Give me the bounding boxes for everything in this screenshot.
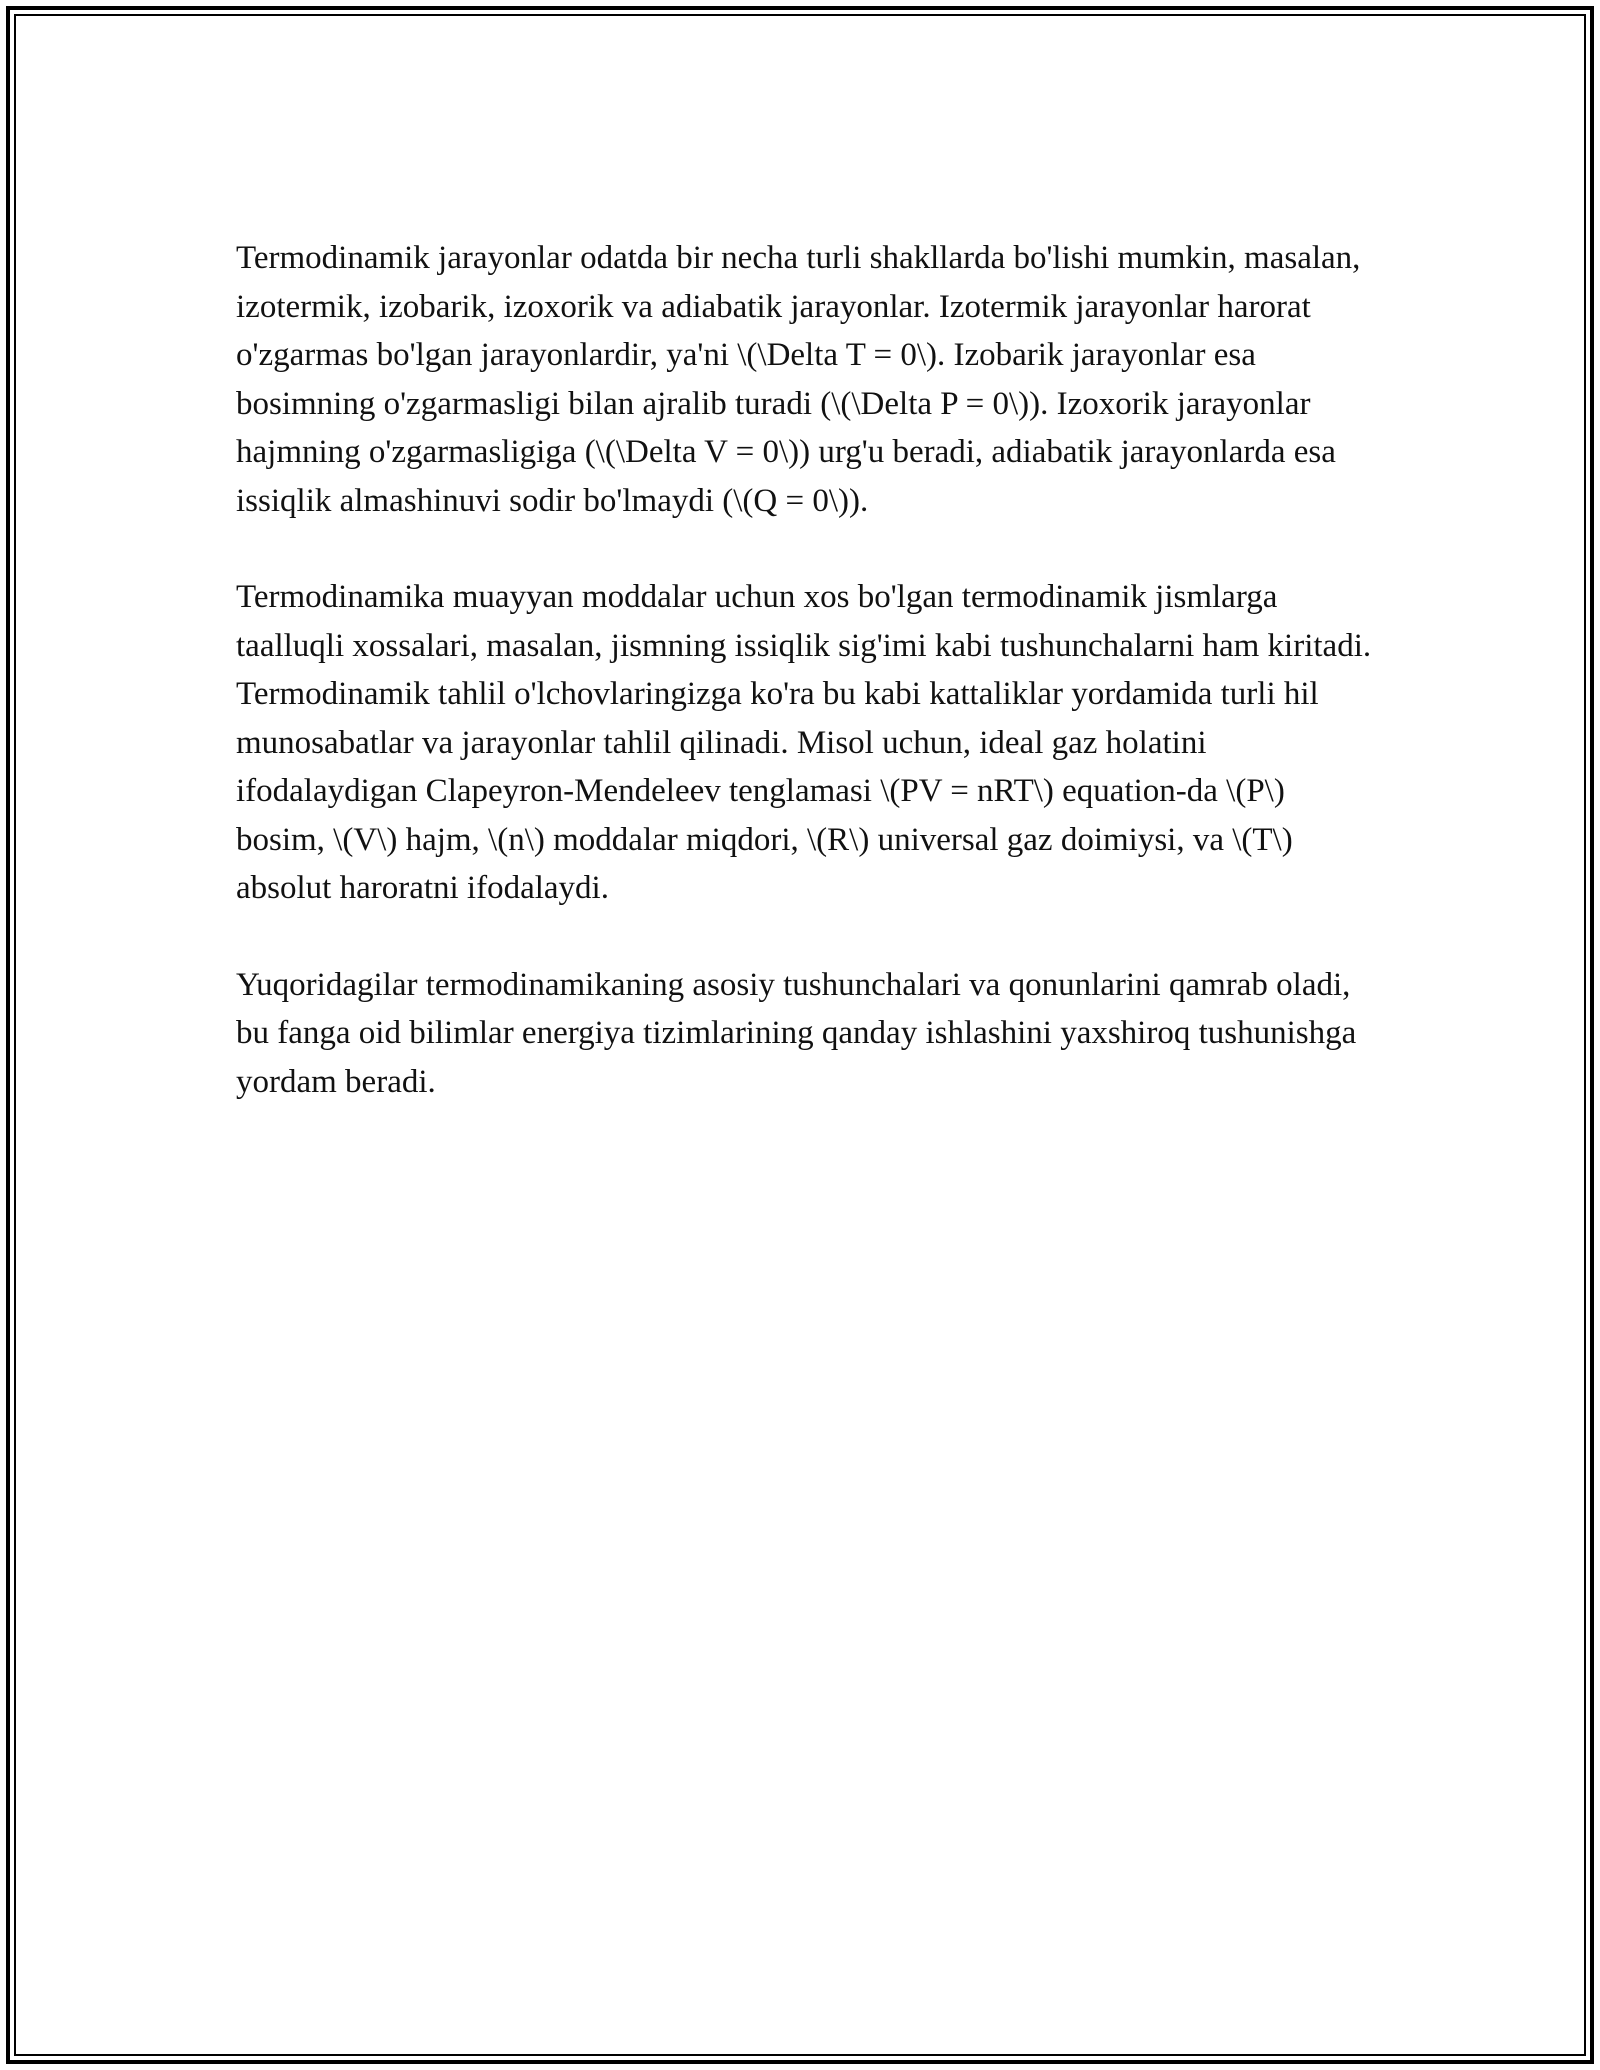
paragraph-thermodynamic-properties: Termodinamika muayyan moddalar uchun xos bo'lgan termodinamik jismlarga taalluqli xossalari, masalan, jismning issiqlik sig'imi kabi tushunchalarni ham kiritadi. Termodinamik tahlil o'lchovlaringizga ko'ra bu kabi kattaliklar yordamida turli hil munosabatlar va jarayonlar tahlil qilinadi. Misol uchun, ideal gaz holatini ifodalaydigan Clapeyron-Mendeleev tenglamasi \(PV = nRT\) equation-da \(P\) bosim, \(V\) hajm, \(n\) moddalar miqdori, \(R\) universal gaz doimiysi, va \(T\) absolut haroratni ifodalaydi. (236, 579, 1372, 906)
document-body (236, 234, 1376, 1154)
paragraph-summary: Yuqoridagilar termodinamikaning asosiy tushunchalari va qonunlarini qamrab oladi, bu fanga oid bilimlar energiya tizimlarining qanday ishlashini yaxshiroq tushunishga yordam beradi. (236, 966, 1357, 1100)
paragraph-thermodynamic-processes: Termodinamik jarayonlar odatda bir necha turli shakllarda bo'lishi mumkin, masalan, izotermik, izobarik, izoxorik va adiabatik jarayonlar. Izotermik jarayonlar harorat o'zgarmas bo'lgan jarayonlardir, ya'ni \(\Delta T = 0\). Izobarik jarayonlar esa bosimning o'zgarmasligi bilan ajralib turadi (\(\Delta P = 0\)). Izoxorik jarayonlar hajmning o'zgarmasligiga (\(\Delta V = 0\)) urg'u beradi, adiabatik jarayonlarda esa issiqlik almashinuvi sodir bo'lmaydi (\(Q = 0\)). (236, 240, 1361, 519)
